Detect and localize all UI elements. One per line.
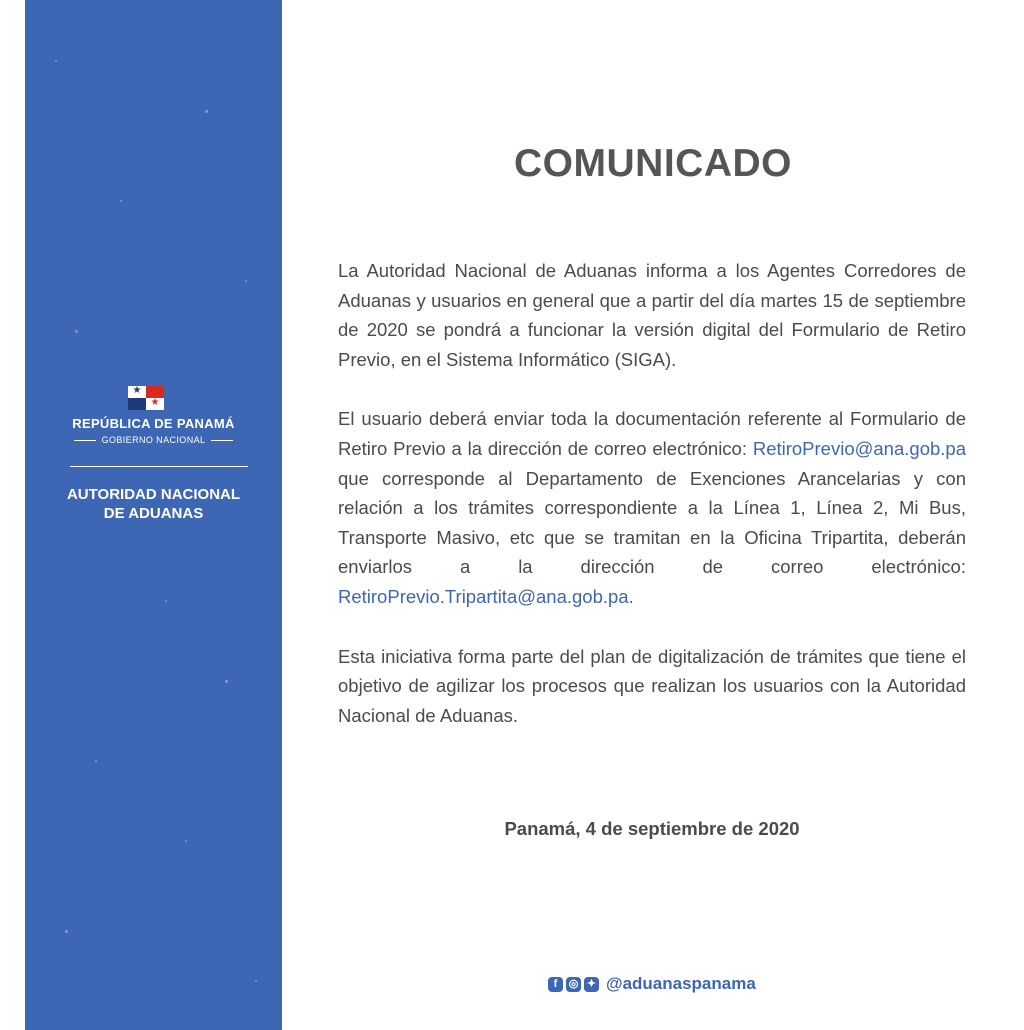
document-date: Panamá, 4 de septiembre de 2020 <box>504 818 800 839</box>
instagram-icon[interactable]: ◎ <box>566 977 581 992</box>
facebook-icon[interactable]: f <box>548 977 563 992</box>
country-name: REPÚBLICA DE PANAMÁ <box>72 416 235 431</box>
paragraph-instructions-text-2: que corresponde al Departamento de Exenciones Arancelarias y con relación a los trámites correspondiente a la Línea 1, Línea 2, Mi Bus, Transporte Masivo, etc que se tramitan en la Oficina Tripartita, deberán enviarlos a la dirección de correo electrónico: <box>338 467 966 578</box>
divider-dash <box>74 440 96 441</box>
paragraph-intro: La Autoridad Nacional de Aduanas informa a los Agentes Corredores de Aduanas y usuarios en general que a partir del día martes 15 de septiembre de 2020 se pondrá a funcionar la versión digital del Formulario de Retiro Previo, en el Sistema Informático (SIGA). <box>338 260 966 370</box>
agency-name-line2: DE ADUANAS <box>103 505 204 522</box>
agency-name <box>25 485 282 523</box>
email-link-tripartita[interactable]: RetiroPrevio.Tripartita@ana.gob.pa. <box>338 585 634 607</box>
twitter-icon[interactable]: ✦ <box>584 977 599 992</box>
communique-body <box>338 256 966 760</box>
paragraph-instructions-text-1: El usuario deberá enviar toda la documentación referente al Formulario de Retiro Previo a la dirección de correo electrónico: <box>338 408 966 459</box>
government-label-row <box>25 435 282 445</box>
social-footer <box>548 974 756 994</box>
paragraph-closing: Esta iniciativa forma parte del plan de digitalización de trámites que tiene el objetivo de agilizar los procesos que realizan los usuarios con la Autoridad Nacional de Aduanas. <box>338 645 966 726</box>
government-label: GOBIERNO NACIONAL <box>101 435 206 445</box>
panama-flag-icon: ★ ★ <box>128 386 164 410</box>
social-handle[interactable]: @aduanaspanama <box>606 974 756 993</box>
page-title: COMUNICADO <box>514 142 792 185</box>
paragraph-instructions <box>338 404 966 611</box>
email-link-retiro-previo[interactable]: RetiroPrevio@ana.gob.pa <box>752 437 966 459</box>
agency-name-line1: AUTORIDAD NACIONAL <box>66 486 241 503</box>
divider-dash <box>211 440 233 441</box>
sidebar-divider <box>70 466 248 467</box>
